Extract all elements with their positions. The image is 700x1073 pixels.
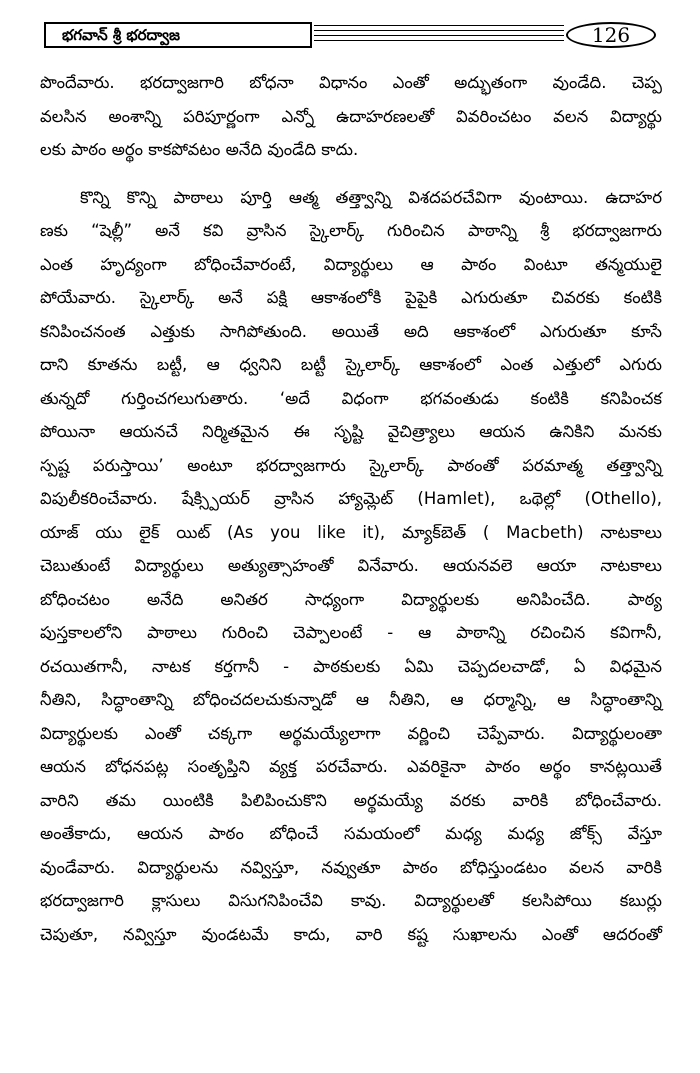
text-line: ఎంత హృద్యంగా బోధించేవారంటే, విద్యార్థులు ఆ పాఠం వింటూ తన్మయులై bbox=[40, 254, 662, 274]
text-line: పోయేవారు. స్కైలార్క్ అనే పక్షి ఆకాశంలోకి పైపైకి ఎగురుతూ చివరకు కంటికి bbox=[40, 288, 662, 307]
text-line: పొందేవారు. భరద్వాజగారి బోధనా విధానం ఎంతో అద్భుతంగా వుండేది. చెప్ప bbox=[40, 73, 662, 92]
running-header bbox=[44, 22, 654, 52]
text-line: పుస్తకాలలోని పాఠాలు గురించి చెప్పాలంటే - ఆ పాఠాన్ని రచించిన కవిగానీ, bbox=[40, 623, 662, 642]
text-line: పోయినా ఆయనచే నిర్మితమైన ఈ సృష్టి వైచిత్ర్యాలు ఆయన ఉనికిని మనకు bbox=[40, 422, 662, 441]
text-line: విపులీకరించేవారు. షేక్స్పియర్ వ్రాసిన హ్యామ్లెట్ (Hamlet), ఒథెల్లో (Othello), bbox=[40, 489, 662, 508]
header-rules bbox=[314, 25, 564, 45]
text-line: భరద్వాజగారి క్లాసులు విసుగనిపించేవి కావు. విద్యార్థులతో కలసిపోయి కబుర్లు bbox=[40, 891, 662, 910]
text-line: ణకు “షెల్లీ” అనే కవి వ్రాసిన స్కైలార్క్ గురించిన పాఠాన్ని శ్రీ భరద్వాజగారు bbox=[40, 221, 662, 240]
text-line: కనిపించనంత ఎత్తుకు సాగిపోతుంది. అయితే అది ఆకాశంలో ఎగురుతూ కూసే bbox=[40, 321, 662, 341]
text-line: కొన్ని కొన్ని పాఠాలు పూర్తి ఆత్మ తత్త్వాన్ని విశదపరచేవిగా వుంటాయి. ఉదాహర bbox=[80, 187, 662, 207]
paragraph-2 bbox=[40, 181, 662, 952]
text-line: బోధించటం అనేది అనితర సాధ్యంగా విద్యార్థులకు అనిపించేది. పాఠ్య bbox=[40, 589, 662, 609]
text-line: దాని కూతను బట్టీ, ఆ ధ్వనిని బట్టీ స్కైలార్క్ ఆకాశంలో ఎంత ఎత్తులో ఎగురు bbox=[40, 355, 662, 374]
book-title: భగవాన్ శ్రీ భరద్వాజ bbox=[44, 22, 312, 48]
page-number: 126 bbox=[566, 22, 656, 48]
text-line: విద్యార్థులకు ఎంతో చక్కగా అర్థమయ్యేలాగా వర్ణించి చెప్పేవారు. విద్యార్థులంతా bbox=[40, 723, 662, 743]
text-line: తున్నదో గుర్తించగలుగుతారు. ‘అదే విధంగా భగవంతుడు కంటికి కనిపించక bbox=[40, 388, 662, 408]
text-line: స్పష్ట పరుస్తాయి’ అంటూ భరద్వాజగారు స్కైలార్క్ పాఠంతో పరమాత్మ తత్త్వాన్ని bbox=[40, 455, 662, 475]
text-line: చెబుతుంటే విద్యార్థులు అత్యుత్సాహంతో వినేవారు. ఆయనవలె ఆయా నాటకాలు bbox=[40, 556, 662, 575]
text-line: వలసిన అంశాన్ని పరిపూర్ణంగా ఎన్నో ఉదాహరణలతో వివరించటం వలన విద్యార్థు bbox=[40, 106, 662, 126]
text-line: ఆయన బోధనపట్ల సంతృప్తిని వ్యక్త పరచేవారు. ఎవరికైనా పాఠం అర్థం కానట్లయితే bbox=[40, 757, 662, 776]
text-line: అంతేకాదు, ఆయన పాఠం బోధించే సమయంలో మధ్య మధ్య జోక్స్ వేస్తూ bbox=[40, 824, 662, 843]
text-line: యాజ్ యు లైక్ యిట్ (As you like it), మ్యాక్‌బెత్ ( Macbeth) నాటకాలు bbox=[40, 522, 662, 542]
text-line: వుండేవారు. విద్యార్థులను నవ్విస్తూ, నవ్వుతూ పాఠం బోధిస్తుండటం వలన వారికి bbox=[40, 857, 662, 877]
body-text bbox=[40, 66, 662, 951]
text-line: చెపుతూ, నవ్విస్తూ వుండటమే కాదు, వారి కష్ట సుఖాలను ఎంతో ఆదరంతో bbox=[40, 924, 662, 944]
text-line: లకు పాఠం అర్థం కాకపోవటం అనేది వుండేది కాదు. bbox=[40, 140, 359, 159]
text-line: రచయితగానీ, నాటక కర్తగానీ - పాఠకులకు ఏమి చెప్పదలచాడో, ఏ విధమైన bbox=[40, 656, 662, 676]
text-line: వారిని తమ యింటికి పిలిపించుకొని అర్థమయ్యే వరకు వారికి బోధించేవారు. bbox=[40, 790, 662, 810]
text-line: నీతిని, సిద్ధాంతాన్ని బోధించదలచుకున్నాడో ఆ నీతిని, ఆ ధర్మాన్ని, ఆ సిద్ధాంతాన్ని bbox=[40, 690, 662, 709]
paragraph-1 bbox=[40, 66, 662, 167]
